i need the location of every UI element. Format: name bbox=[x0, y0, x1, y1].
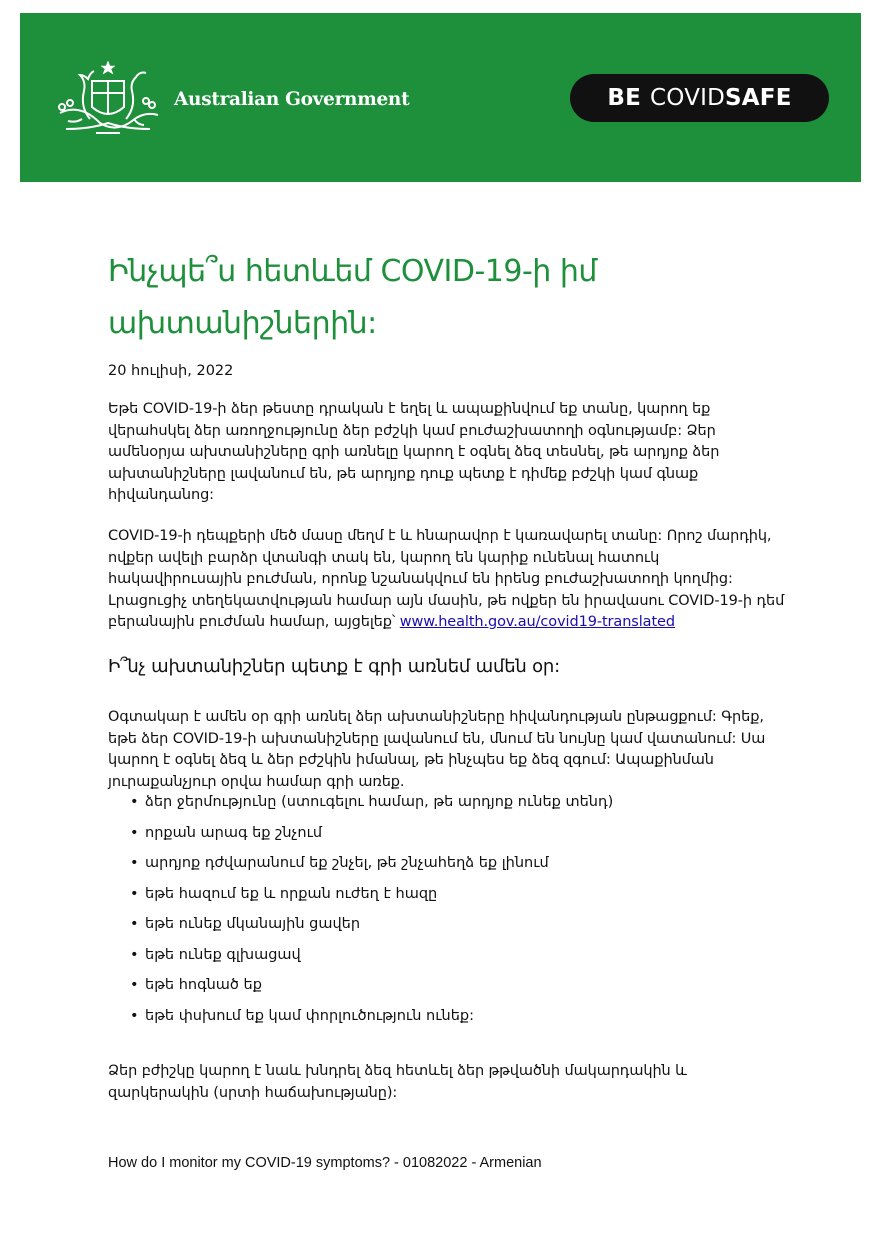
list-item bbox=[108, 855, 788, 886]
badge-safe: SAFE bbox=[725, 85, 792, 111]
list-item bbox=[108, 916, 788, 947]
list-item bbox=[108, 886, 788, 917]
publication-date: 20 հուլիսի, 2022 bbox=[108, 363, 234, 379]
section-heading: Ի՞նչ ախտանիշներ պետք է գրի առնեմ ամեն օր: bbox=[108, 656, 560, 677]
list-item bbox=[108, 794, 788, 825]
bullet-icon: • bbox=[130, 1007, 139, 1024]
list-item-text: որքան արագ եք շնչում bbox=[145, 824, 323, 841]
list-item bbox=[108, 825, 788, 856]
government-name: Australian Government bbox=[174, 89, 410, 110]
list-item-text: ձեր ջերմությունը (ստուգելու համար, թե արդյոք ունեք տենդ) bbox=[145, 794, 614, 810]
bullet-icon: • bbox=[130, 885, 139, 902]
antiviral-paragraph-text: COVID-19-ի դեպքերի մեծ մասը մեղմ է և հնարավոր է կառավարել տանը: Որոշ մարդիկ, ովքեր ավելի բարձր վտանգի տակ են, կարող են կարիք ունենալ հատուկ հակավիրուսային բուժման, որոնք նշանակվում են իրենց բուժաշխատողի կողմից: Լրացուցիչ տեղեկատվության համար այն մասին, թե ովքեր են իրավասու COVID-19-ի դեմ բերանային բուժման համար, այցելեք՝ bbox=[108, 528, 785, 630]
list-item bbox=[108, 1008, 788, 1039]
page-footer: How do I monitor my COVID-19 symptoms? - 01082022 - Armenian bbox=[108, 1155, 542, 1171]
daily-record-paragraph: Օգտակար է ամեն օր գրի առնել ձեր ախտանիշները հիվանդության ընթացքում: Գրեք, եթե ձեր COVID-19-ի ախտանիշները լավանում են, մնում են նույնը կամ վատանում: Սա կարող է օգնել ձեզ և ձեր բժշկին իմանալ, թե ինչպես եք ձեզ զգում: Ապաքինման յուրաքանչյուր օրվա համար գրի առեք. bbox=[108, 709, 766, 790]
antiviral-paragraph bbox=[108, 526, 788, 634]
be-covidsafe-badge bbox=[570, 74, 829, 122]
bullet-icon: • bbox=[130, 824, 139, 841]
list-item bbox=[108, 977, 788, 1008]
health-link[interactable]: www.health.gov.au/covid19-translated bbox=[399, 614, 675, 630]
bullet-icon: • bbox=[130, 916, 139, 932]
list-item bbox=[108, 947, 788, 978]
bullet-icon: • bbox=[130, 977, 139, 993]
bullet-icon: • bbox=[130, 794, 139, 810]
badge-be: BE bbox=[607, 85, 642, 111]
list-item-text: եթե ունեք գլխացավ bbox=[145, 946, 301, 963]
coat-of-arms-logo bbox=[52, 55, 164, 141]
bullet-icon: • bbox=[130, 946, 139, 963]
header-banner bbox=[20, 13, 861, 182]
oxygen-paragraph: Ձեր բժիշկը կարող է նաև խնդրել ձեզ հետևել ձեր թթվածնի մակարդակին և զարկերակին (սրտի հաճախությանը): bbox=[108, 1063, 687, 1101]
list-item-text: եթե հազում եք և որքան ուժեղ է հազը bbox=[145, 885, 438, 902]
page-title: Ինչպե՞ս հետևեմ COVID-19-ի իմ ախտանիշներին: bbox=[108, 254, 597, 341]
bullet-icon: • bbox=[130, 855, 139, 871]
symptom-list bbox=[108, 794, 788, 1038]
intro-paragraph: Եթե COVID-19-ի ձեր թեստը դրական է եղել և ապաքինվում եք տանը, կարող եք վերահսկել ձեր առողջությունը ձեր բժշկի կամ բուժաշխատողի օգնությամբ: Ձեր ամենօրյա ախտանիշները գրի առնելը կարող է օգնել ձեզ տեսնել, թե արդյոք ձեր ախտանիշները լավանում են, թե արդյոք դուք պետք է դիմեք բժշկի կամ գնաք հիվանդանոց: bbox=[108, 401, 720, 503]
list-item-text: եթե հոգնած եք bbox=[145, 977, 262, 993]
list-item-text: եթե փսխում եք կամ փորլուծություն ունեք: bbox=[145, 1007, 474, 1024]
list-item-text: եթե ունեք մկանային ցավեր bbox=[145, 916, 361, 932]
list-item-text: արդյոք դժվարանում եք շնչել, թե շնչահեղձ եք լինում bbox=[145, 855, 549, 871]
badge-covid: COVID bbox=[650, 85, 726, 111]
